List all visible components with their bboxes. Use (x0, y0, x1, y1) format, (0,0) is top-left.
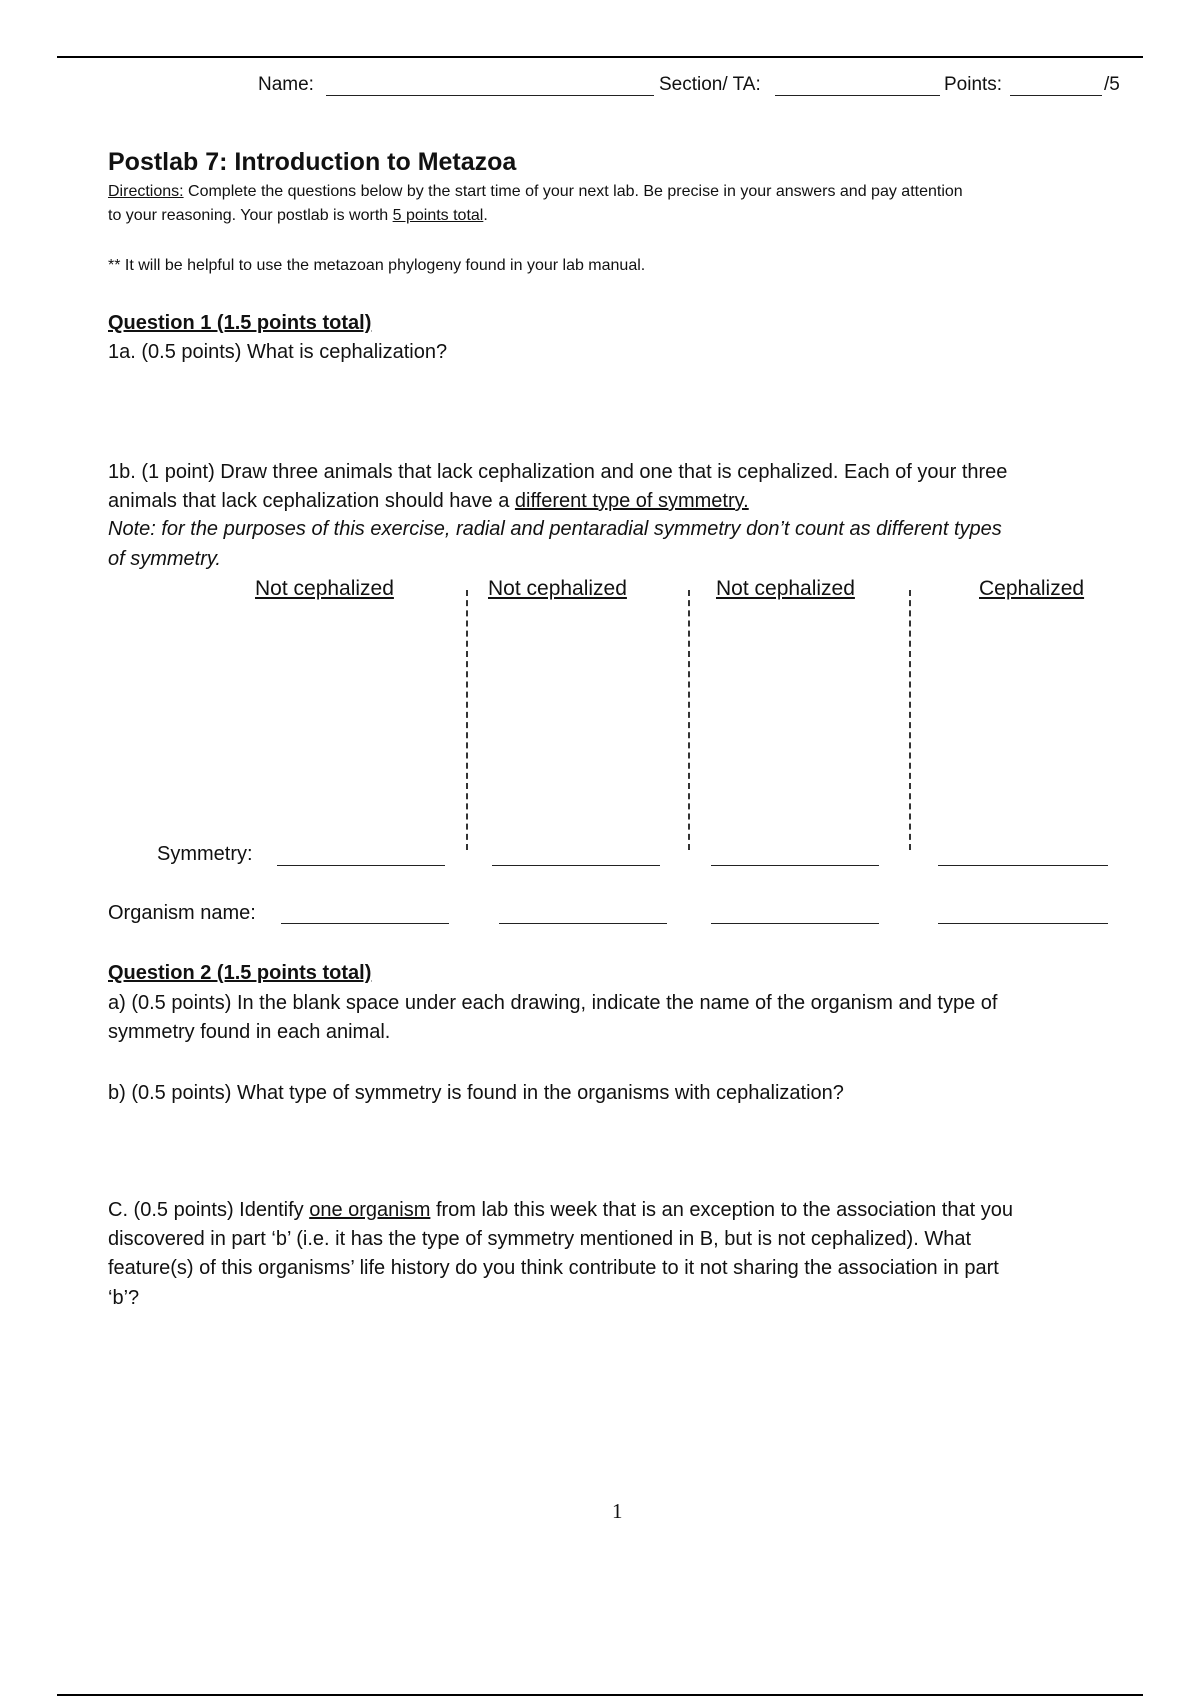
question-1b-line-1: 1b. (1 point) Draw three animals that lack cephalization and one that is cephalized. Each of your three (108, 461, 1008, 483)
directions-text-1: Complete the questions below by the start time of your next lab. Be precise in your answers and pay attention (183, 183, 963, 200)
drawing-area-3[interactable] (700, 610, 895, 840)
note-line-2: of symmetry. (108, 548, 221, 570)
bottom-rule (57, 1694, 1143, 1696)
drawing-area-4[interactable] (925, 610, 1120, 840)
points-label: Points: (944, 74, 1003, 95)
column-heading-3: Not cephalized (716, 577, 855, 600)
directions-line-2 (108, 207, 488, 225)
question-2c-line-1 (108, 1199, 1013, 1222)
points-field[interactable] (1010, 95, 1102, 96)
column-divider-1 (466, 590, 468, 850)
one-organism-emphasis: one organism (309, 1199, 431, 1221)
name-field[interactable] (326, 95, 654, 96)
organism-name-label: Organism name: (108, 902, 256, 924)
organism-field-4[interactable] (938, 923, 1108, 924)
organism-field-2[interactable] (499, 923, 667, 924)
drawing-area-1[interactable] (250, 610, 450, 840)
organism-field-3[interactable] (711, 923, 879, 924)
column-heading-4: Cephalized (979, 577, 1085, 600)
symmetry-field-2[interactable] (492, 865, 660, 866)
question-1a: 1a. (0.5 points) What is cephalization? (108, 341, 448, 363)
section-ta-field[interactable] (775, 95, 940, 96)
question-2c-text-1-end: from lab this week that is an exception to the association that you (430, 1199, 1013, 1221)
directions-label: Directions: (108, 183, 184, 200)
question-2a-line-1: a) (0.5 points) In the blank space under each drawing, indicate the name of the organism and type of (108, 992, 998, 1014)
directions-text-2-end: . (483, 207, 488, 224)
question-1b-text: animals that lack cephalization should have a (108, 490, 515, 512)
page-number: 1 (612, 1499, 623, 1523)
symmetry-field-3[interactable] (711, 865, 879, 866)
directions-text-2: to your reasoning. Your postlab is worth (108, 207, 393, 224)
points-total-emphasis: 5 points total (392, 207, 484, 224)
directions-line-1 (108, 183, 963, 201)
column-divider-3 (909, 590, 911, 850)
column-divider-2 (688, 590, 690, 850)
question-2a-line-2: symmetry found in each animal. (108, 1021, 391, 1043)
question-2c-line-2: discovered in part ‘b’ (i.e. it has the type of symmetry mentioned in B, but is not cephalized). What (108, 1228, 971, 1250)
question-2c-text-1: C. (0.5 points) Identify (108, 1199, 310, 1221)
note-line-1: Note: for the purposes of this exercise, radial and pentaradial symmetry don’t count as different types (108, 518, 1002, 540)
top-rule (57, 56, 1143, 58)
question-1-heading: Question 1 (1.5 points total) (108, 312, 372, 334)
question-2-heading: Question 2 (1.5 points total) (108, 962, 372, 984)
symmetry-field-4[interactable] (938, 865, 1108, 866)
symmetry-field-1[interactable] (277, 865, 445, 866)
organism-field-1[interactable] (281, 923, 449, 924)
question-1b-line-2 (108, 490, 749, 513)
column-heading-1: Not cephalized (255, 577, 394, 600)
page-title: Postlab 7: Introduction to Metazoa (108, 148, 517, 176)
section-ta-label: Section/ TA: (659, 74, 761, 95)
symmetry-label: Symmetry: (157, 843, 253, 865)
question-2c-line-4: ‘b’? (108, 1287, 140, 1309)
question-2b: b) (0.5 points) What type of symmetry is found in the organisms with cephalization? (108, 1082, 844, 1104)
column-heading-2: Not cephalized (488, 577, 627, 600)
points-total: /5 (1104, 74, 1120, 95)
different-symmetry-emphasis: different type of symmetry. (514, 490, 749, 512)
name-label: Name: (258, 74, 314, 95)
question-2c-line-3: feature(s) of this organisms’ life history do you think contribute to it not sharing the association in part (108, 1257, 999, 1279)
drawing-area-2[interactable] (480, 610, 675, 840)
helpful-note: ** It will be helpful to use the metazoan phylogeny found in your lab manual. (108, 257, 646, 274)
